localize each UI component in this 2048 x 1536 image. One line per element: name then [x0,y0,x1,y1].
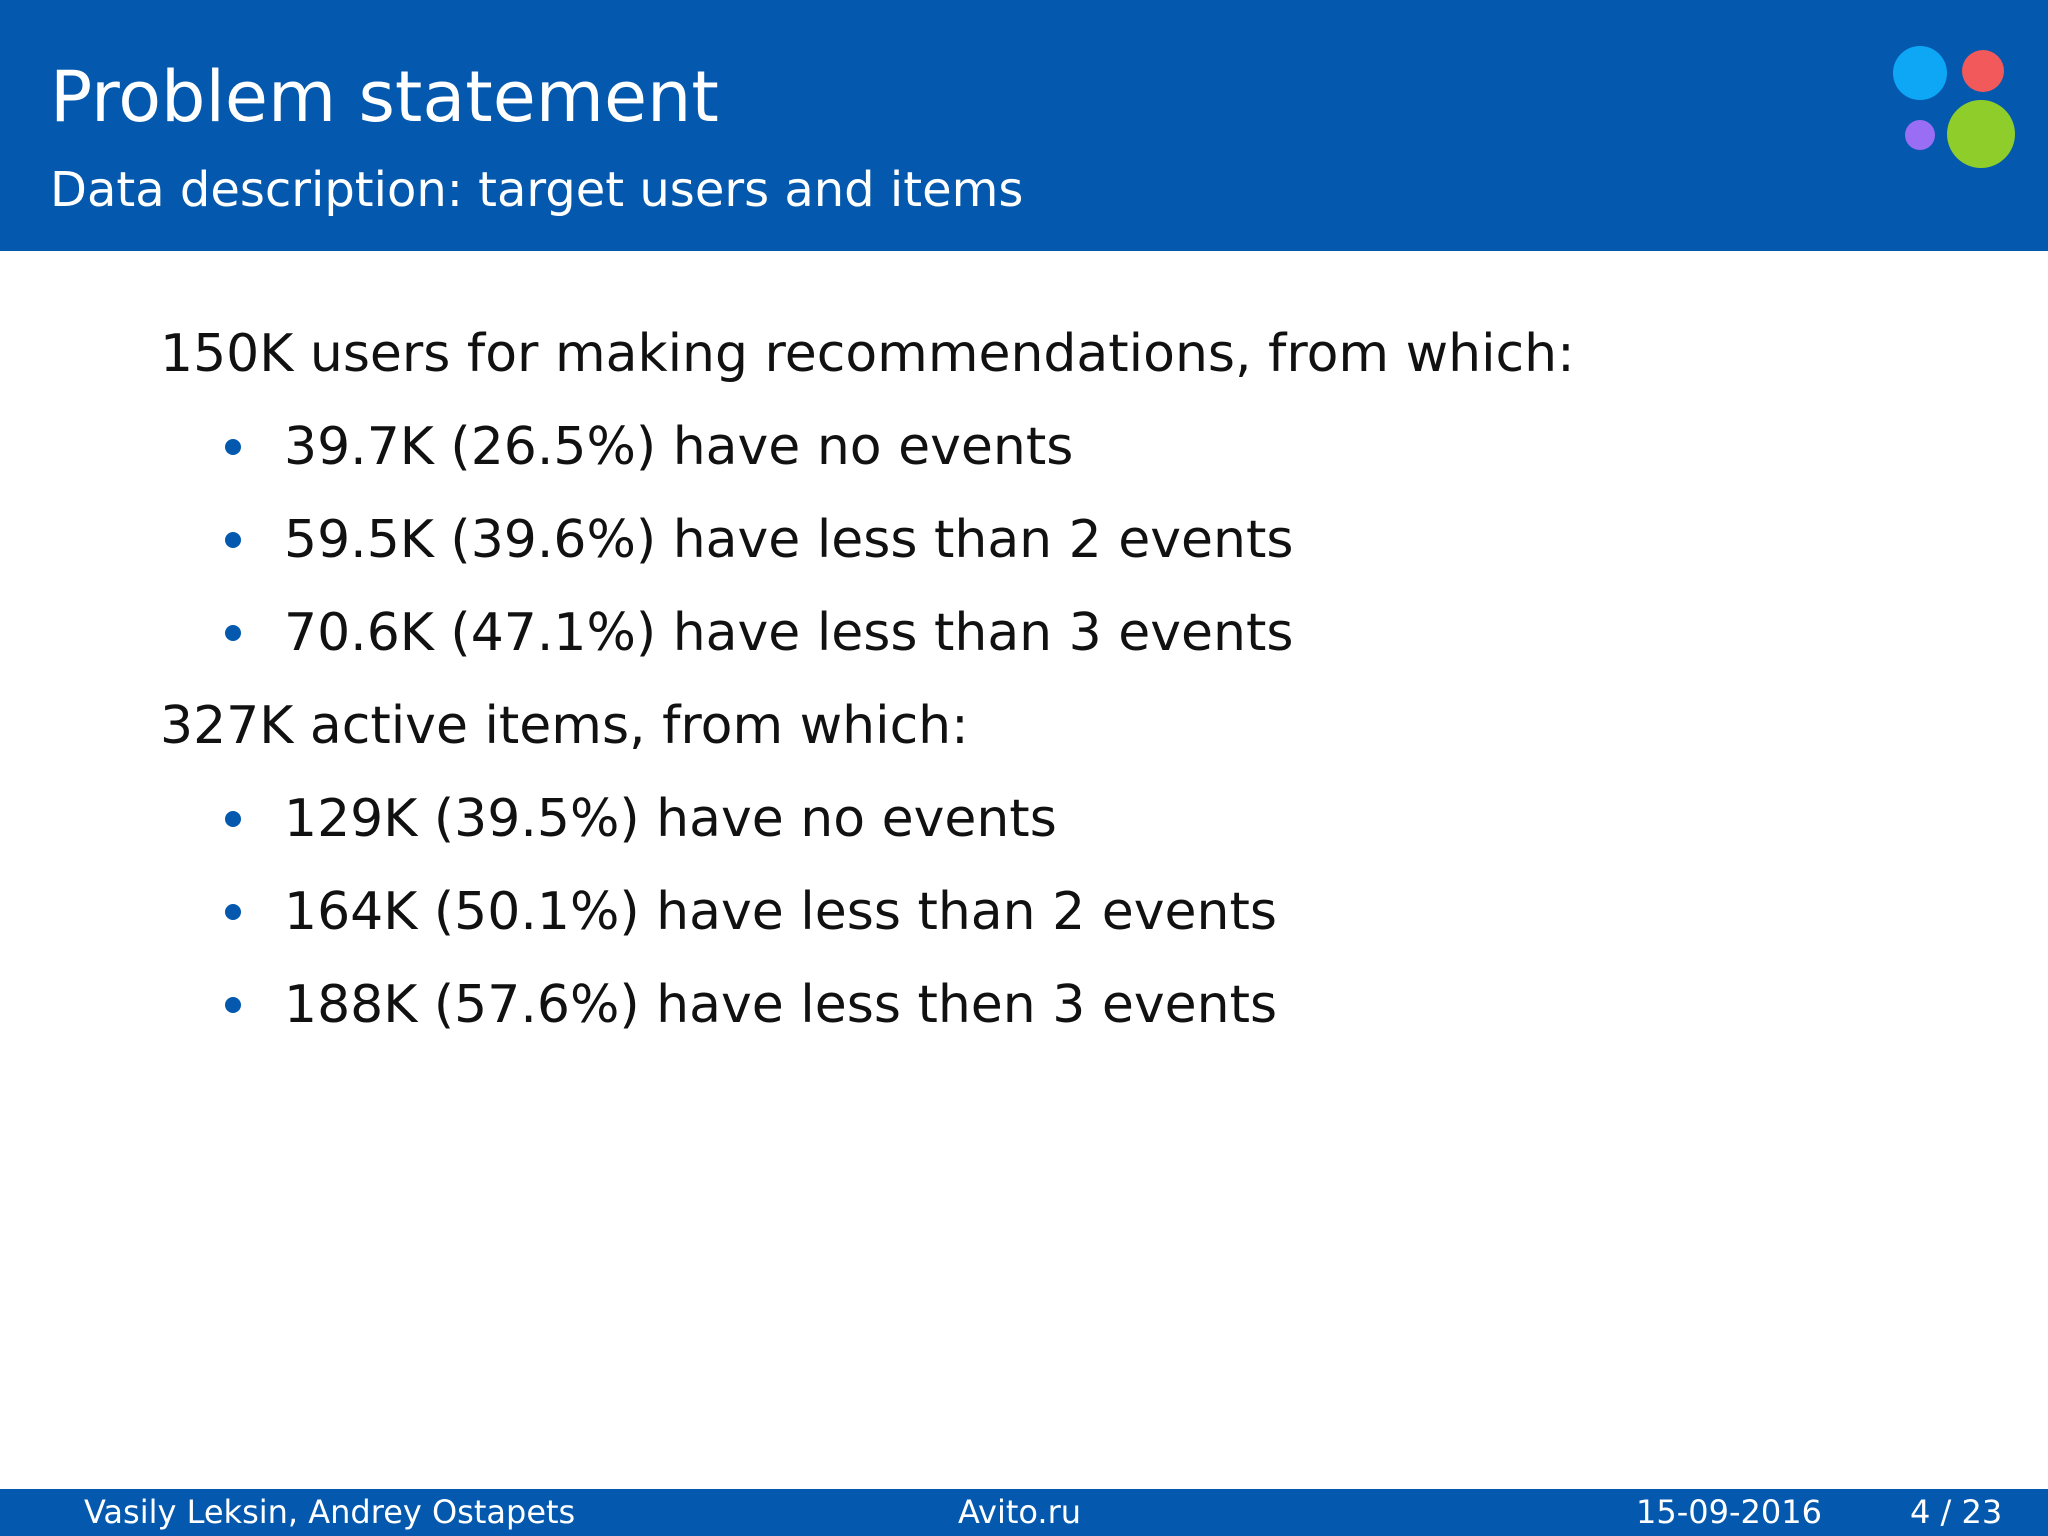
list-item-text: 164K (50.1%) have less than 2 events [284,882,1277,942]
items-bullet-list [160,783,1960,1062]
footer-date: 15-09-2016 [1636,1493,1822,1531]
list-item [160,969,1960,1062]
list-item-text: 39.7K (26.5%) have no events [284,417,1074,477]
list-item-text: 188K (57.6%) have less then 3 events [284,975,1278,1035]
list-item [160,876,1960,969]
footer-page-number: 4 / 23 [1910,1493,2003,1531]
slide-content [160,318,1960,1062]
bullet-icon [225,625,241,641]
users-lead: 150K users for making recommendations, from which: [160,324,1575,384]
list-item [160,504,1960,597]
list-item [160,597,1960,690]
footer-organization: Avito.ru [958,1493,1082,1531]
logo-blue-dot [1893,46,1947,100]
list-item [160,411,1960,504]
slide-subtitle: Data description: target users and items [50,162,1024,218]
slide-footer [0,1489,2048,1536]
list-item-text: 59.5K (39.6%) have less than 2 events [284,510,1294,570]
bullet-icon [225,439,241,455]
bullet-icon [225,904,241,920]
users-bullet-list [160,411,1960,690]
logo-purple-dot [1905,120,1935,150]
logo-red-dot [1962,50,2004,92]
avito-logo-icon [1880,40,2020,180]
slide-title: Problem statement [50,56,719,138]
items-lead: 327K active items, from which: [160,696,969,756]
bullet-icon [225,997,241,1013]
logo-green-dot [1947,100,2015,168]
footer-authors: Vasily Leksin, Andrey Ostapets [84,1493,576,1531]
list-item [160,783,1960,876]
list-item-text: 129K (39.5%) have no events [284,789,1057,849]
list-item-text: 70.6K (47.1%) have less than 3 events [284,603,1294,663]
bullet-icon [225,811,241,827]
bullet-icon [225,532,241,548]
slide-header [0,0,2048,251]
